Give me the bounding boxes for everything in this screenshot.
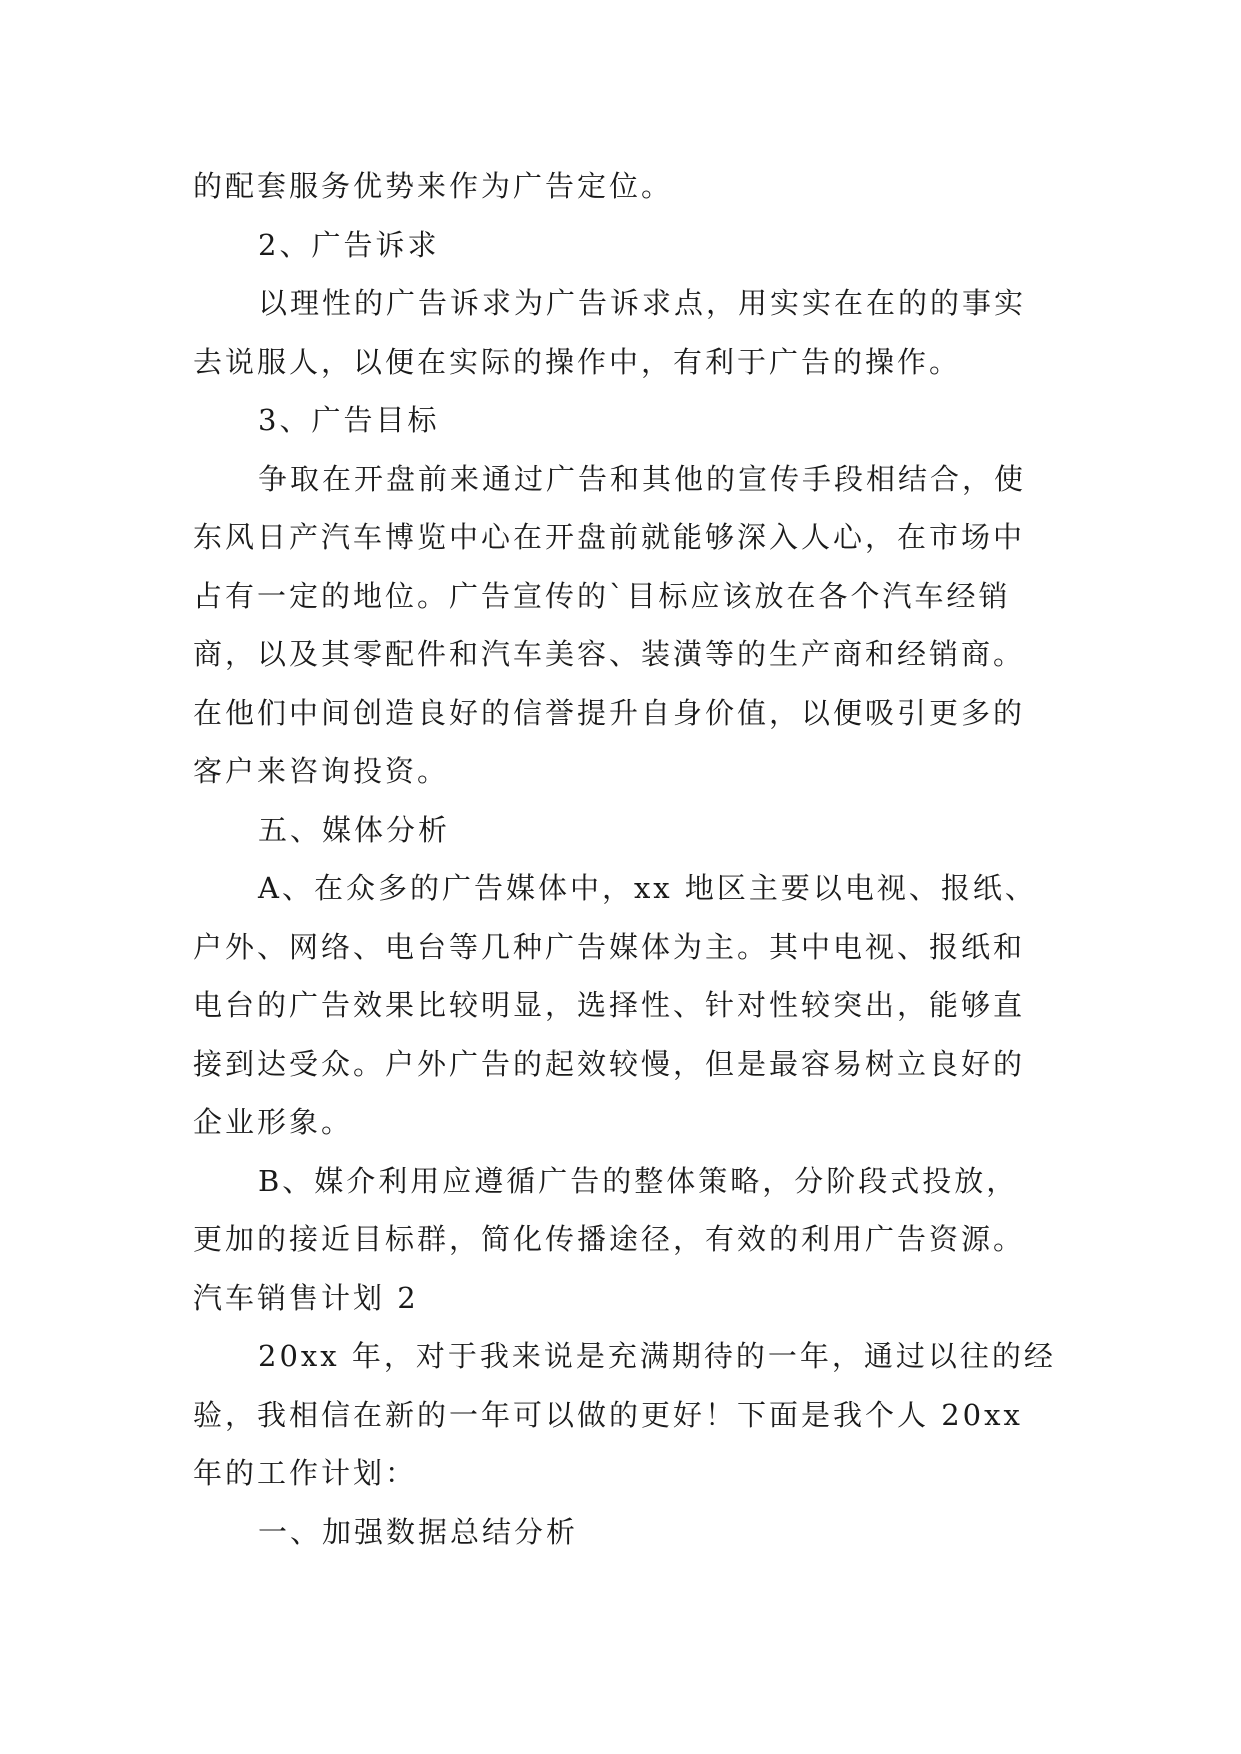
text-line: 占有一定的地位。广告宣传的`目标应该放在各个汽车经销 (193, 578, 1011, 613)
text-line: 商，以及其零配件和汽车美容、装潢等的生产商和经销商。 (193, 637, 1026, 671)
text-line: 企业形象。 (193, 1105, 354, 1139)
text-line: 验，我相信在新的一年可以做的更好！下面是我个人 20xx (193, 1397, 1023, 1432)
paragraph-line: 以理性的广告诉求为广告诉求点，用实实在在的的事实 (258, 286, 1027, 320)
section-heading: 五、媒体分析 (258, 812, 451, 847)
text-line: 户外、网络、电台等几种广告媒体为主。其中电视、报纸和 (193, 929, 1026, 964)
section-heading: 3、广告目标 (258, 403, 440, 437)
document-body (193, 157, 1063, 1561)
text-line: 东风日产汽车博览中心在开盘前就能够深入人心，在市场中 (193, 520, 1026, 554)
text-line: 更加的接近目标群，简化传播途径，有效的利用广告资源。 (193, 1222, 1026, 1256)
text-line: 的配套服务优势来作为广告定位。 (193, 169, 674, 203)
paragraph-line: 20xx 年，对于我来说是充满期待的一年，通过以往的经 (258, 1339, 1056, 1373)
section-heading: 2、广告诉求 (258, 227, 440, 262)
text-line: 在他们中间创造良好的信誉提升自身价值，以便吸引更多的 (193, 695, 1026, 730)
document-title: 汽车销售计划 2 (193, 1280, 419, 1315)
text-line: 接到达受众。户外广告的起效较慢，但是最容易树立良好的 (193, 1046, 1026, 1081)
text-line: 去说服人，以便在实际的操作中，有利于广告的操作。 (193, 344, 962, 379)
paragraph-line: A、在众多的广告媒体中，xx 地区主要以电视、报纸、 (258, 871, 1037, 905)
text-line: 年的工作计划： (193, 1456, 418, 1490)
text-line: 客户来咨询投资。 (193, 754, 450, 788)
paragraph-line: 争取在开盘前来通过广告和其他的宣传手段相结合，使 (258, 461, 1027, 496)
paragraph-line: B、媒介利用应遵循广告的整体策略，分阶段式投放， (258, 1163, 1019, 1198)
text-line: 电台的广告效果比较明显，选择性、针对性较突出，能够直 (193, 988, 1026, 1022)
section-heading: 一、加强数据总结分析 (258, 1514, 579, 1549)
